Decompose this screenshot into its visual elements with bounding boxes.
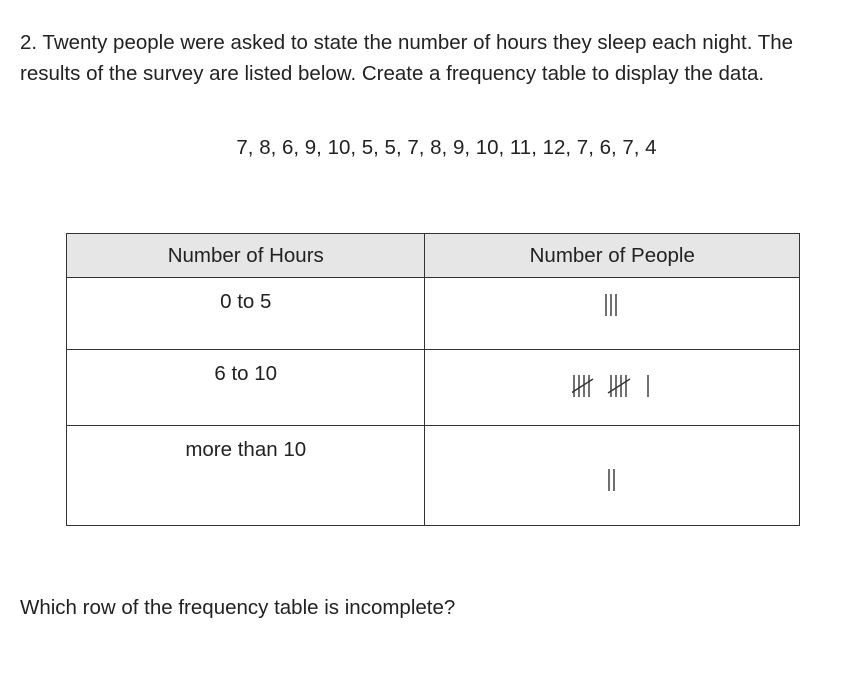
people-cell [425, 350, 800, 426]
hours-label: 6 to 10 [214, 362, 278, 385]
hours-cell [67, 278, 425, 350]
hours-cell [67, 426, 425, 526]
tally-graphic [572, 373, 652, 399]
tally-marks [425, 467, 799, 499]
people-cell [425, 278, 800, 350]
tally-marks [425, 292, 799, 324]
tally-cross-stroke [572, 379, 593, 393]
table-row [67, 426, 800, 526]
question-text: 2. Twenty people were asked to state the number of hours they sleep each night. The results of the survey are listed below. Create a frequency table to display the data. [20, 31, 794, 85]
people-cell [425, 426, 800, 526]
tally-graphic [604, 292, 620, 318]
hours-cell [67, 350, 425, 426]
hours-label: 0 to 5 [220, 290, 272, 313]
header-number-of-hours: Number of Hours [67, 234, 425, 278]
table-row [67, 350, 800, 426]
header-number-of-people: Number of People [425, 234, 800, 278]
hours-label: more than 10 [185, 438, 307, 461]
table-header-row [67, 234, 800, 278]
tally-marks [425, 373, 799, 405]
frequency-table [66, 233, 800, 526]
survey-data-list: 7, 8, 6, 9, 10, 5, 5, 7, 8, 9, 10, 11, 12, 7, 6, 7, 4 [236, 136, 657, 159]
table-row [67, 278, 800, 350]
prompt-text: Which row of the frequency table is incomplete? [20, 596, 456, 619]
tally-graphic [607, 467, 618, 493]
